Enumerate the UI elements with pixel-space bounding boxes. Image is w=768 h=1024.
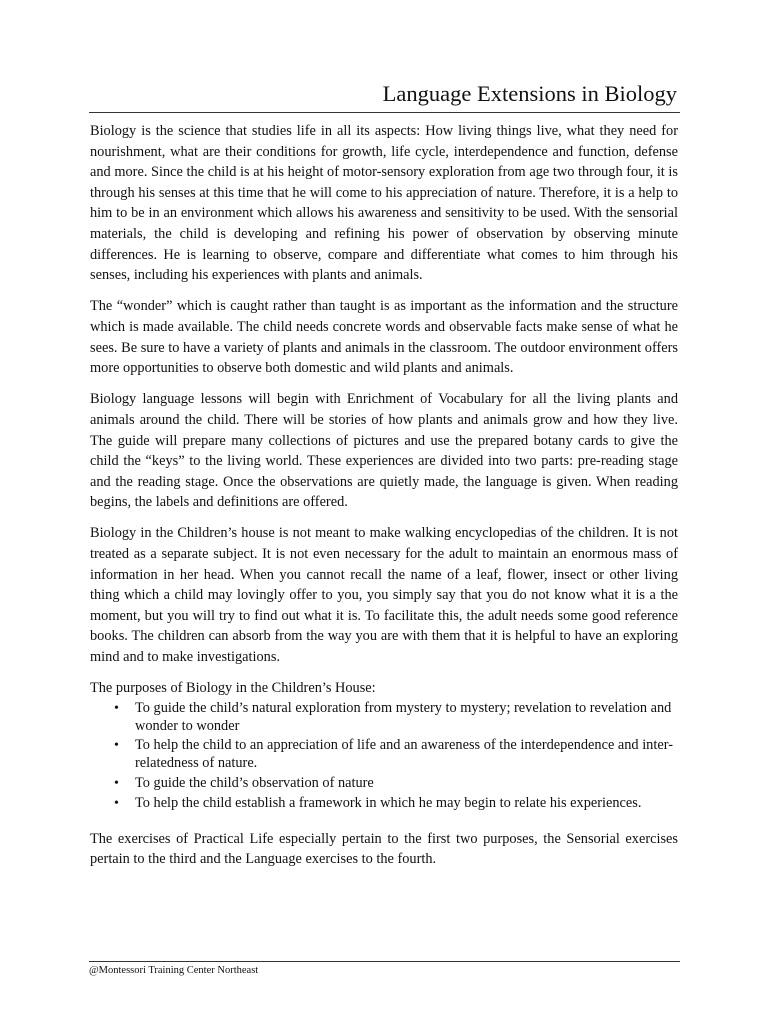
bullet-icon: • [114, 700, 119, 716]
purpose-text: To help the child to an appreciation of life and an awareness of the interdependence and inter-relatedness of nature. [135, 737, 673, 772]
bullet-icon: • [114, 738, 119, 754]
purpose-item [90, 795, 678, 813]
body-paragraph-language-lessons: Biology language lessons will begin with Enrichment of Vocabulary for all the living plants and animals around the child. There will be stories of how plants and animals grow and how they live. The guide will prepare many collections of pictures and use the prepared botany cards to give the child the “keys” to the living world. These experiences are divided into two parts: pre-reading stage and the reading stage. Once the observations are quietly made, the language is given. When reading begins, the labels and definitions are offered. [90, 391, 678, 511]
purpose-text: To guide the child’s observation of nature [135, 775, 374, 791]
body-paragraph-wonder: The “wonder” which is caught rather than taught is as important as the information and the structure which is made available. The child needs concrete words and observable facts make sense of what he sees. Be sure to have a variety of plants and animals in the classroom. The outdoor environment offers more opportunities to observe both domestic and wild plants and animals. [90, 298, 678, 377]
footer-copyright: @Montessori Training Center Northeast [89, 965, 259, 976]
purpose-text: To guide the child’s natural exploration from mystery to mystery; revelation to revelation and wonder to wonder [135, 699, 672, 734]
bullet-icon: • [114, 776, 119, 791]
body-paragraph-closing: The exercises of Practical Life especially pertain to the first two purposes, the Sensorial exercises pertain to the third and the Language exercises to the fourth. [90, 830, 678, 868]
body-paragraph-childrens-house: Biology in the Children’s house is not meant to make walking encyclopedias of the children. It is not treated as a separate subject. It is not even necessary for the adult to maintain an enormous mass of information in her head. When you cannot recall the name of a leaf, flower, insect or other living thing which a child may lovingly offer to you, you simply say that you do not know what it is a the moment, but you will try to find out what it is. To facilitate this, the adult needs some good reference books. The children can absorb from the way you are with them that it is helpful to have an exploring mind and to make investigations. [90, 525, 678, 666]
document-body [90, 121, 678, 880]
bullet-icon: • [114, 795, 119, 811]
purpose-item [90, 737, 678, 773]
purposes-list [90, 700, 678, 813]
body-paragraph-intro: Biology is the science that studies life in all its aspects: How living things live, what they need for nourishment, what are their conditions for growth, life cycle, interdependence and function, defense and more. Since the child is at his height of motor-sensory exploration from age two through four, it is through his senses at this time that he will come to his appreciation of nature. Therefore, it is a help to him to be in an environment which allows his awareness and sensitivity to be used. With the sensorial materials, the child is developing and refining his power of observation by observing minute differences. He is learning to observe, compare and differentiate what comes to him through his senses, including his experiences with plants and animals. [90, 123, 678, 284]
purpose-item [90, 775, 678, 793]
page-title: Language Extensions in Biology [382, 81, 677, 106]
page-footer [89, 961, 680, 978]
purpose-item [90, 700, 678, 736]
purposes-intro: The purposes of Biology in the Children’s House: [90, 680, 376, 697]
purpose-text: To help the child establish a framework in which he may begin to relate his experiences. [135, 794, 642, 811]
page-header [89, 78, 680, 113]
